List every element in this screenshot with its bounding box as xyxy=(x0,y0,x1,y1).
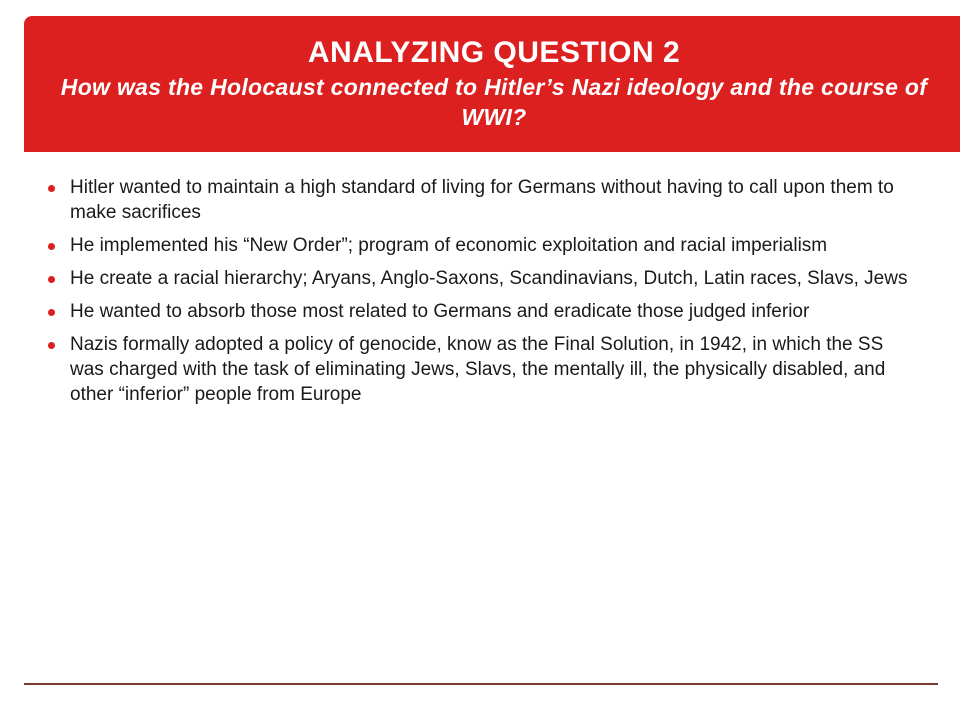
slide-subtitle: How was the Holocaust connected to Hitler’s Nazi ideology and the course of WWI? xyxy=(60,74,928,130)
bullet-text: Nazis formally adopted a policy of genocide, know as the Final Solution, in 1942, in which the SS was charged with the task of eliminating Jews, Slavs, the mentally ill, the physically disabled, and other “inferior” people from Europe xyxy=(70,334,886,405)
bullet-item xyxy=(48,299,908,324)
bullet-dot-icon xyxy=(48,342,55,349)
bullet-dot-icon xyxy=(48,243,55,250)
slide-title: ANALYZING QUESTION 2 xyxy=(307,36,681,69)
bullet-list xyxy=(48,175,908,415)
bullet-item xyxy=(48,266,908,291)
bullet-text: Hitler wanted to maintain a high standard of living for Germans without having to call upon them to make sacrifices xyxy=(70,177,894,223)
bullet-item xyxy=(48,175,908,225)
bullet-dot-icon xyxy=(48,276,55,283)
bullet-dot-icon xyxy=(48,309,55,316)
bullet-text: He wanted to absorb those most related to Germans and eradicate those judged inferior xyxy=(70,301,810,322)
title-banner xyxy=(24,16,960,152)
bullet-item xyxy=(48,233,908,258)
footer-divider xyxy=(24,683,938,685)
bullet-text: He create a racial hierarchy; Aryans, Anglo-Saxons, Scandinavians, Dutch, Latin races, Slavs, Jews xyxy=(70,268,908,289)
bullet-item xyxy=(48,332,908,407)
bullet-dot-icon xyxy=(48,185,55,192)
bullet-text: He implemented his “New Order”; program of economic exploitation and racial imperialism xyxy=(70,235,828,256)
